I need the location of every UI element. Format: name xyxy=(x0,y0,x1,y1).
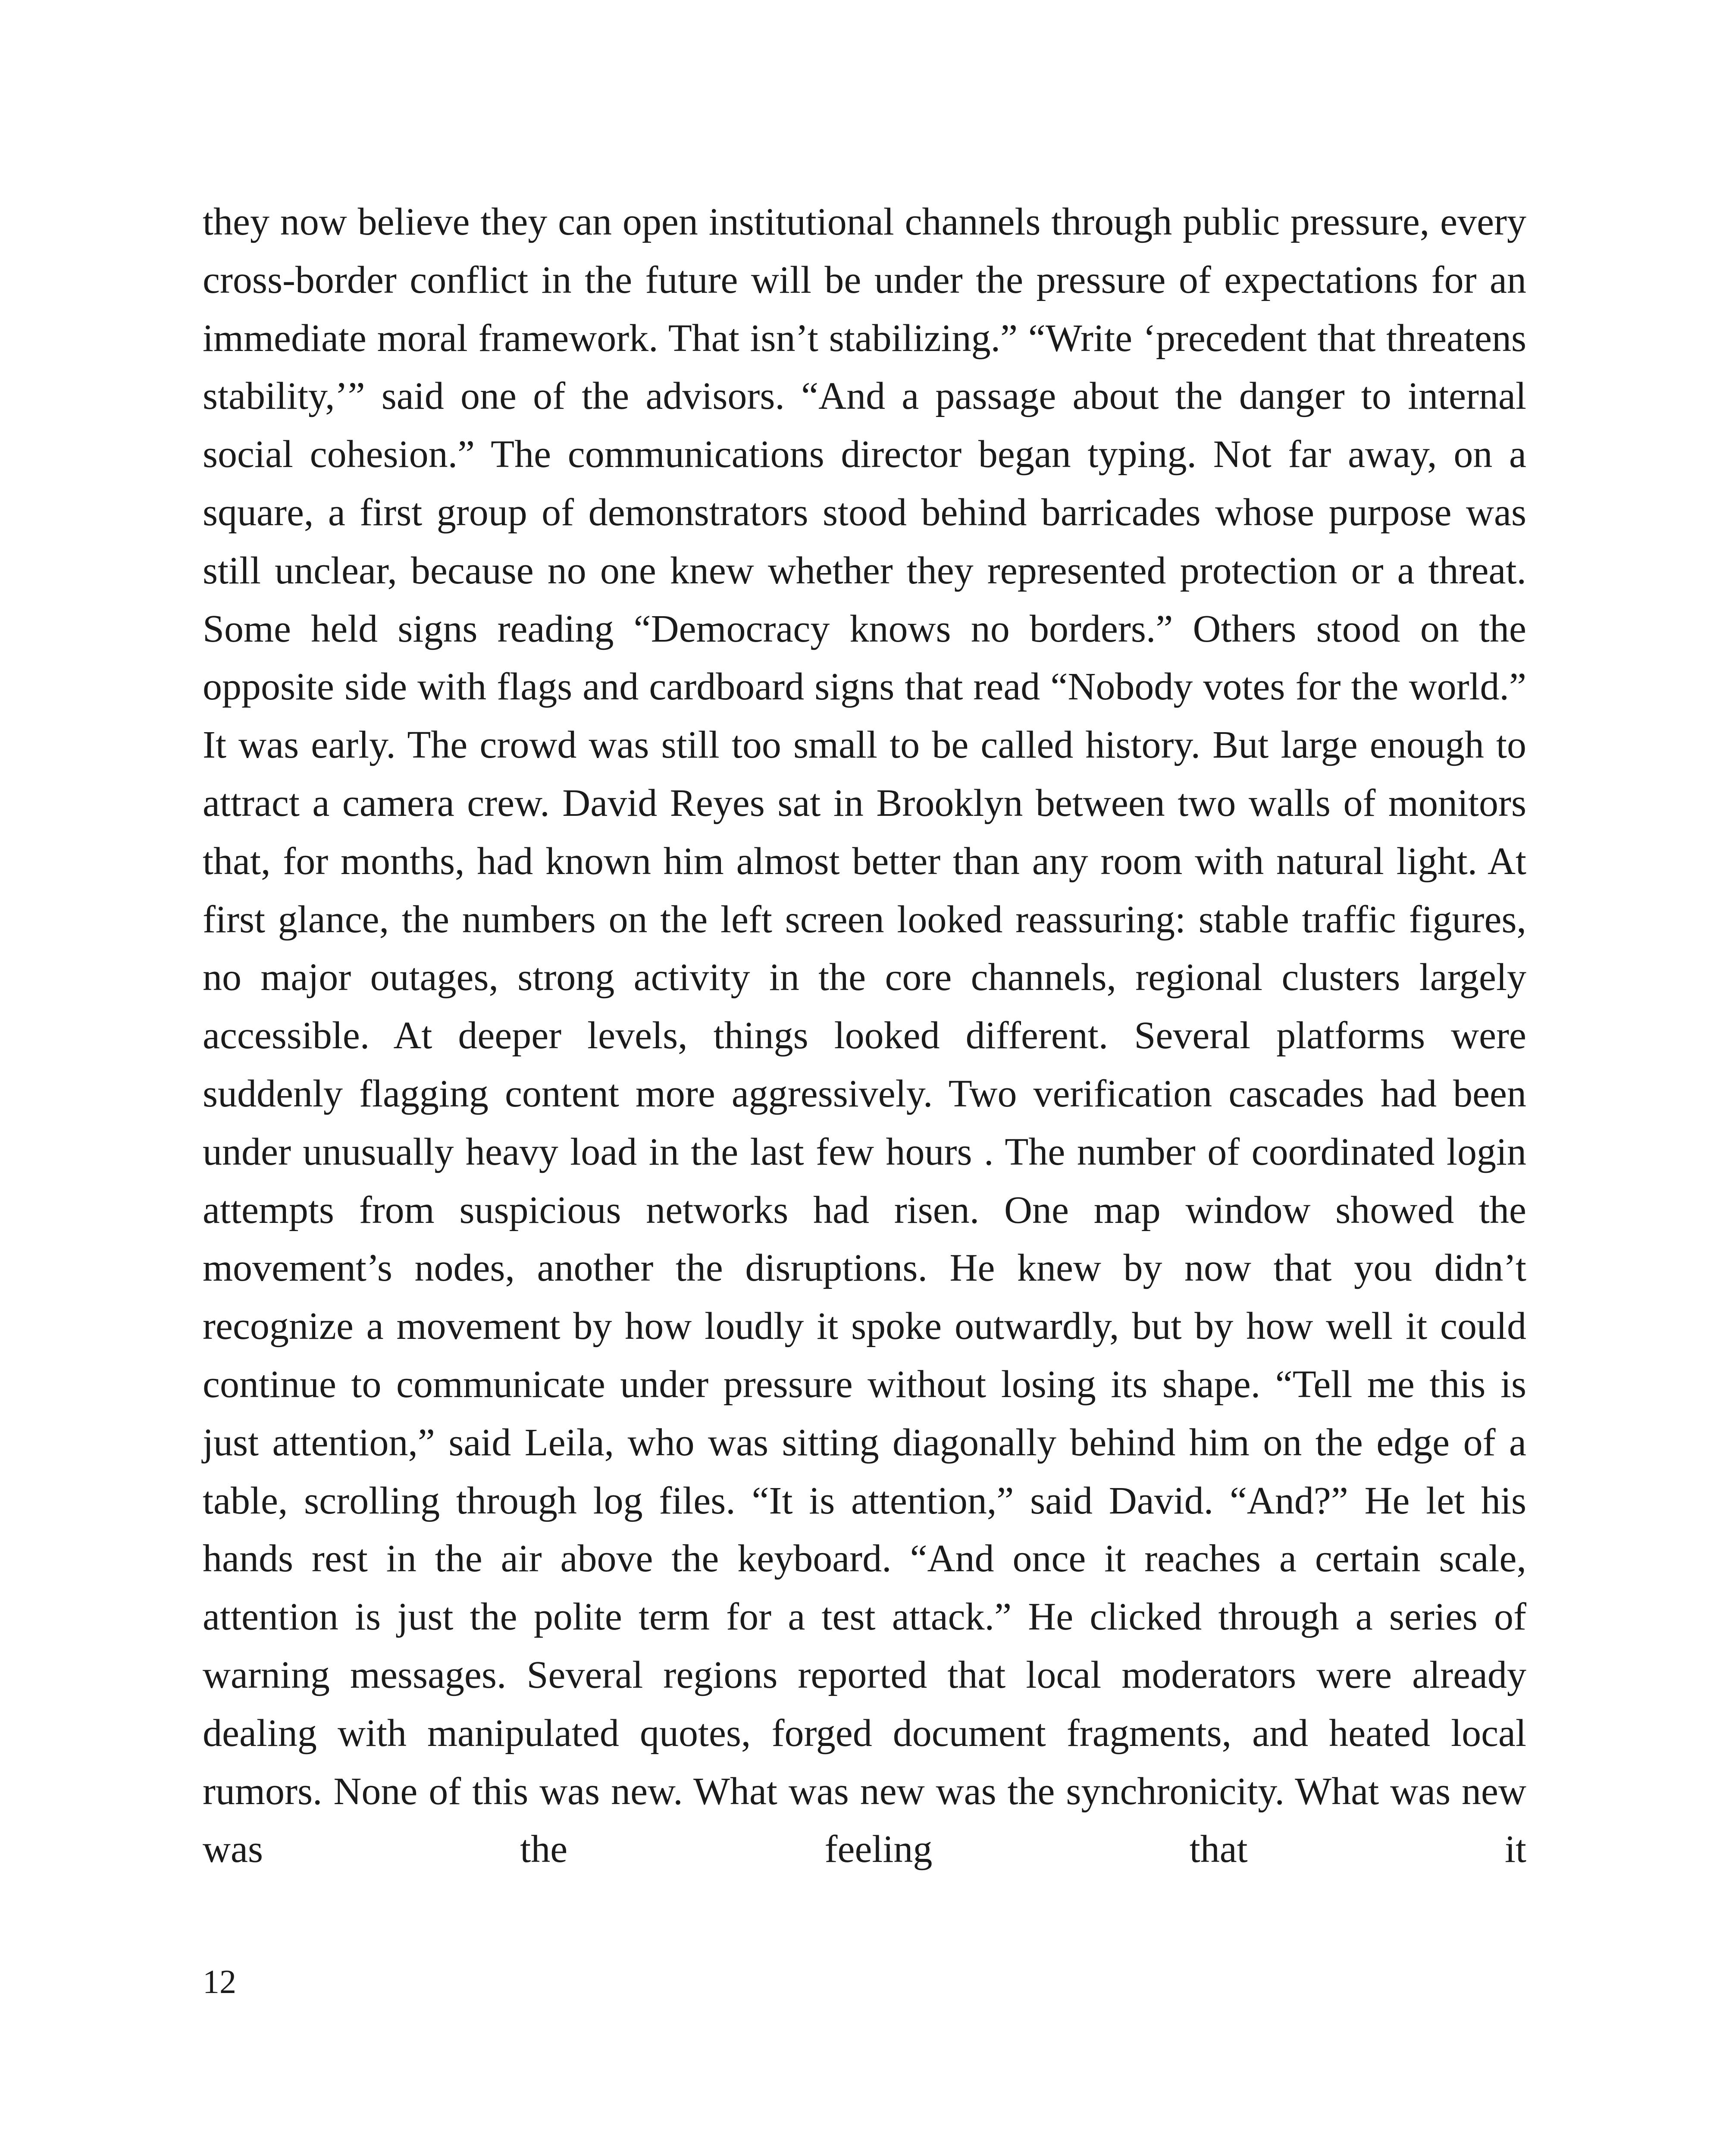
body-text: they now believe they can open institutional channels through public pressure, every cross-border conflict in the future will be under the pressure of expectations for an immediate moral framework. That isn’t stabilizing.” “Write ‘precedent that threatens stability,’” said one of the advisors. “And a passage about the danger to internal social cohesion.” The communications director began typing. Not far away, on a square, a first group of demonstrators stood behind barricades whose purpose was still unclear, because no one knew whether they represented protection or a threat. Some held signs reading “Democracy knows no borders.” Others stood on the opposite side with flags and cardboard signs that read “Nobody votes for the world.” It was early. The crowd was still too small to be called history. But large enough to attract a camera crew. David Reyes sat in Brooklyn between two walls of monitors that, for months, had known him almost better than any room with natural light. At first glance, the numbers on the left screen looked reassuring: stable traffic figures, no major outages, strong activity in the core channels, regional clusters largely accessible. At deeper levels, things looked different. Several platforms were suddenly flagging content more aggressively. Two verification cascades had been under unusually heavy load in the last few hours . The number of coordinated login attempts from suspicious networks had risen. One map window showed the movement’s nodes, another the disruptions. He knew by now that you didn’t recognize a movement by how loudly it spoke outwardly, but by how well it could continue to communicate under pressure without losing its shape. “Tell me this is just attention,” said Leila, who was sitting diagonally behind him on the edge of a table, scrolling through log files. “It is attention,” said David. “And?” He let his hands rest in the air above the keyboard. “And once it reaches a certain scale, attention is just the polite term for a test attack.” He clicked through a series of warning messages. Several regions reported that local moderators were already dealing with manipulated quotes, forged document fragments, and heated local rumors. None of this was new. What was new was the synchronicity. What was new was the feeling that it xyxy=(203,201,1526,1871)
page-number: 12 xyxy=(203,1963,236,2000)
